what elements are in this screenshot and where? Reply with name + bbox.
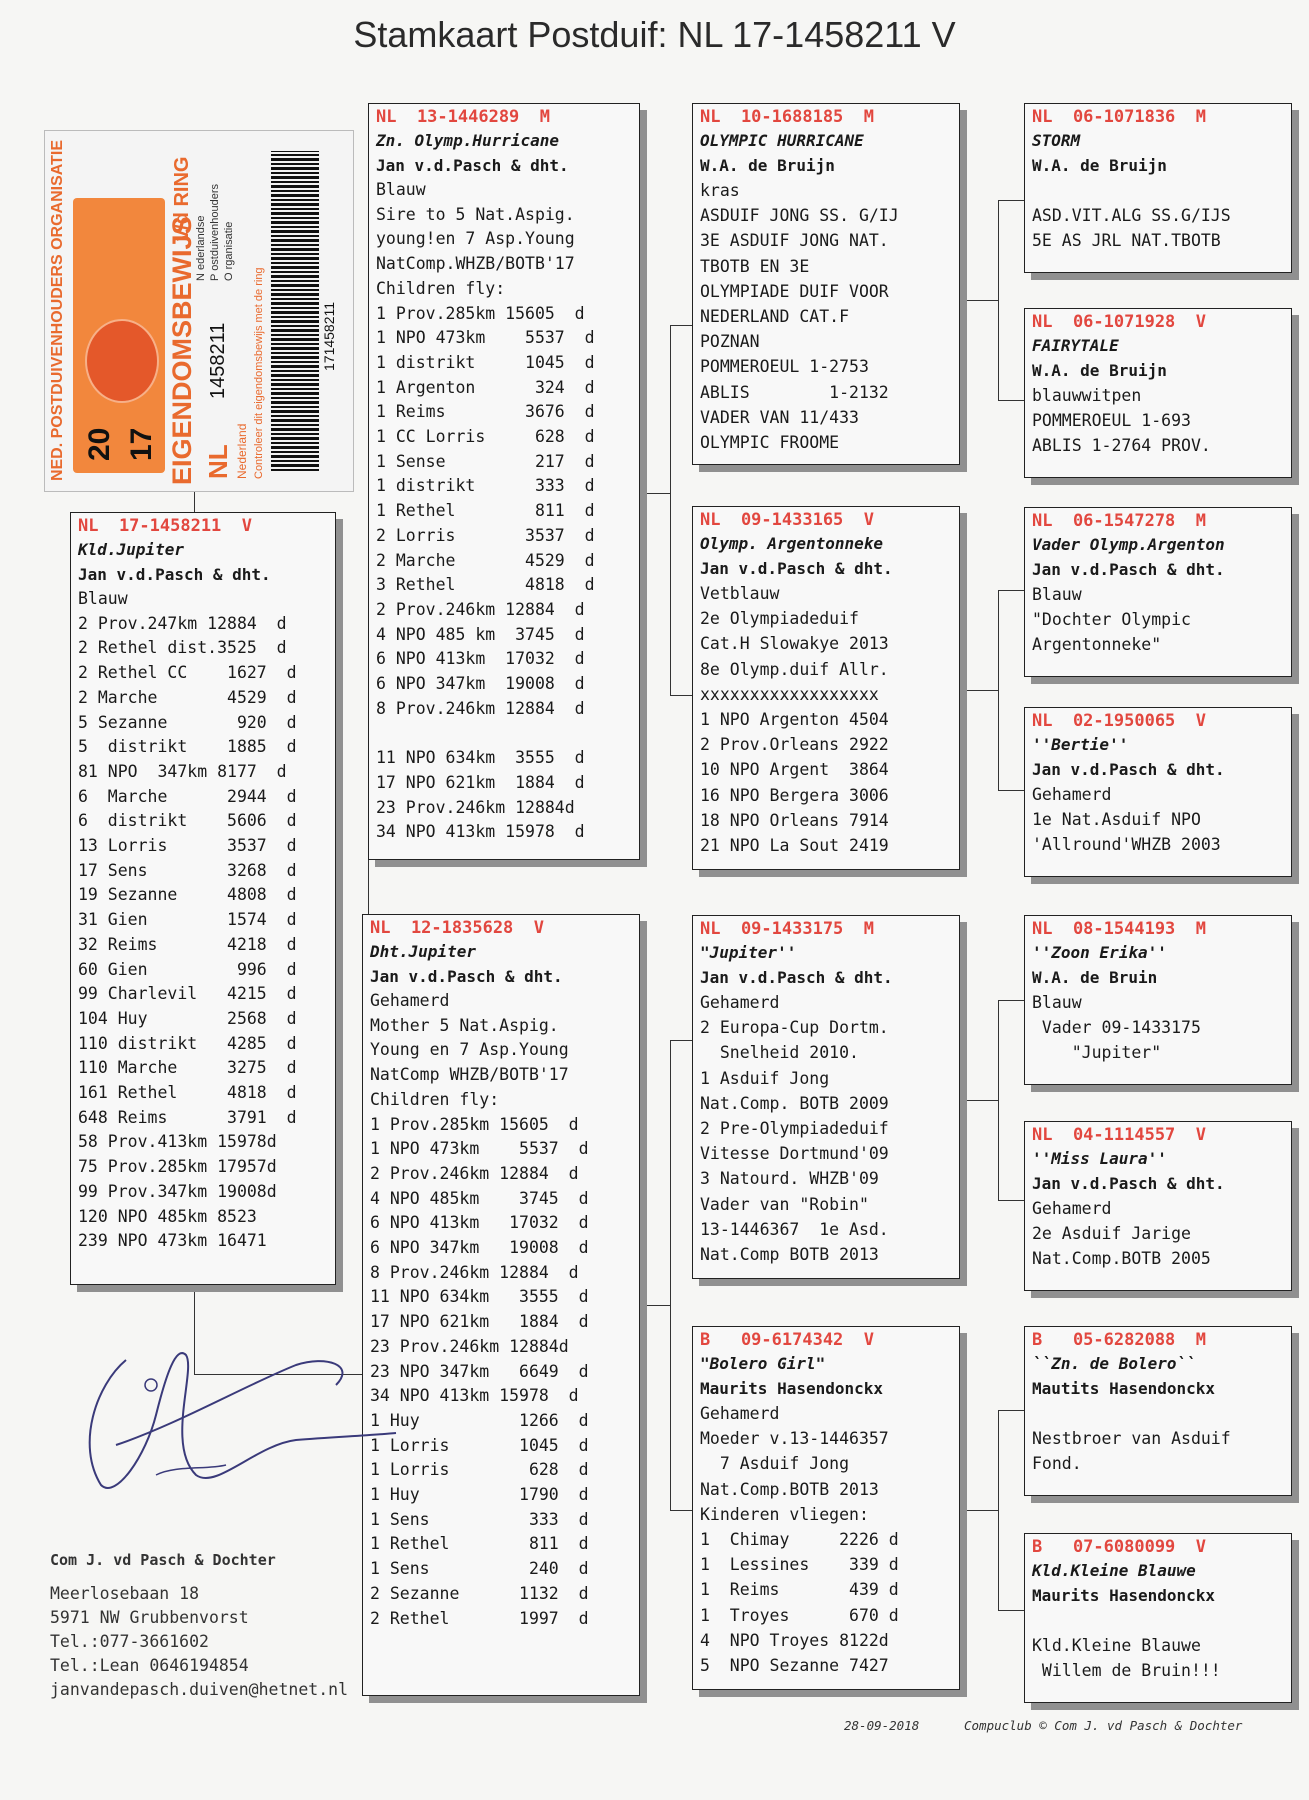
- detail-line: Children fly:: [376, 278, 506, 298]
- detail-line: TBOTB EN 3E: [700, 256, 810, 276]
- detail-line: Young en 7 Asp.Young: [370, 1040, 569, 1060]
- pigeon-name: OLYMPIC HURRICANE: [700, 131, 864, 150]
- detail-line: Kinderen vliegen:: [700, 1504, 869, 1524]
- connector: [670, 1510, 692, 1511]
- ring-nl-label: NL: [203, 444, 233, 479]
- detail-line: "Jupiter": [1032, 1043, 1162, 1063]
- breeder-name: Jan v.d.Pasch & dht.: [1032, 1174, 1225, 1193]
- blank-line: [1032, 1401, 1285, 1426]
- detail-line: Gehamerd: [1032, 785, 1112, 804]
- pigeon-card-mff: [1024, 915, 1292, 1085]
- pigeon-name: Vader Olymp.Argenton: [1032, 535, 1225, 554]
- detail-line: 19 Sezanne 4808 d: [78, 885, 297, 905]
- detail-line: 11 NPO 634km 3555 d: [370, 1287, 589, 1307]
- detail-line: 2 Lorris 3537 d: [376, 525, 595, 545]
- breeder-name: Jan v.d.Pasch & dht.: [700, 968, 893, 987]
- connector: [670, 325, 692, 326]
- footer-date: 28-09-2018: [844, 1718, 920, 1733]
- detail-line: 2 Marche 4529 d: [78, 687, 297, 707]
- detail-line: Fond.: [1032, 1453, 1082, 1473]
- detail-line: 10 NPO Argent 3864: [700, 760, 889, 780]
- detail-line: Gehamerd: [700, 1404, 780, 1423]
- detail-line: ABLIS 1-2132: [700, 382, 889, 402]
- detail-line: 34 NPO 413km 15978 d: [370, 1386, 579, 1406]
- connector: [960, 300, 998, 301]
- detail-line: 1 Sense 217 d: [376, 451, 595, 471]
- pigeon-card-mother: [362, 914, 640, 1696]
- detail-line: 34 NPO 413km 15978 d: [376, 822, 585, 842]
- detail-line: 6 distrikt 5606 d: [78, 811, 297, 831]
- detail-line: 1 distrikt 1045 d: [376, 352, 595, 372]
- pigeon-name: STORM: [1032, 131, 1081, 150]
- ring-barcode-text: 171458211: [321, 301, 337, 371]
- detail-line: 31 Gien 1574 d: [78, 910, 297, 930]
- detail-line: Nat.Comp.BOTB 2005: [1032, 1249, 1211, 1269]
- detail-line: 2 Europa-Cup Dortm.: [700, 1018, 889, 1038]
- detail-line: 1 Huy 1266 d: [370, 1410, 589, 1430]
- detail-line: "Dochter Olympic: [1032, 610, 1191, 630]
- breeder-name: Jan v.d.Pasch & dht.: [1032, 560, 1225, 579]
- detail-line: 11 NPO 634km 3555 d: [376, 748, 585, 768]
- pigeon-name: Zn. Olymp.Hurricane: [376, 131, 560, 150]
- ring-number-header: B 05-6282088 M: [1032, 1330, 1206, 1350]
- contact-name: Com J. vd Pasch & Dochter: [50, 1551, 276, 1569]
- detail-line: 99 Charlevil 4215 d: [78, 984, 297, 1004]
- pigeon-card-fmm: [1024, 707, 1292, 877]
- detail-line: 161 Rethel 4818 d: [78, 1083, 297, 1103]
- footer-credit: Compuclub © Com J. vd Pasch & Dochter: [964, 1718, 1243, 1733]
- detail-line: 8 Prov.246km 12884 d: [376, 698, 585, 718]
- detail-line: OLYMPIADE DUIF VOOR: [700, 281, 889, 301]
- detail-line: 1 Asduif Jong: [700, 1068, 830, 1088]
- blank-line: [1032, 178, 1285, 203]
- ring-controleer: Controleer dit eigendomsbewijs met de ring: [253, 267, 265, 479]
- detail-line: Nat.Comp.BOTB 2013: [700, 1479, 879, 1499]
- detail-line: Vader 09-1433175: [1032, 1018, 1201, 1038]
- signature: [56, 1325, 406, 1505]
- breeder-name: Mautits Hasendonckx: [1032, 1379, 1216, 1398]
- ring-number-header: NL 04-1114557 V: [1032, 1125, 1206, 1145]
- pigeon-name: Kld.Kleine Blauwe: [1032, 1561, 1196, 1580]
- detail-line: Nestbroer van Asduif: [1032, 1428, 1231, 1448]
- detail-line: Kld.Kleine Blauwe: [1032, 1635, 1201, 1655]
- breeder-name: W.A. de Bruijn: [1032, 156, 1167, 175]
- detail-line: ASDUIF JONG SS. G/IJ: [700, 206, 899, 226]
- detail-line: 17 Sens 3268 d: [78, 860, 297, 880]
- pigeon-card-fmf: [1024, 507, 1292, 677]
- connector: [640, 1305, 670, 1306]
- detail-line: 1 Chimay 2226 d: [700, 1530, 899, 1550]
- detail-line: 1 Reims 3676 d: [376, 402, 595, 422]
- detail-line: 2 Prov.246km 12884 d: [370, 1163, 579, 1183]
- detail-line: 110 Marche 3275 d: [78, 1058, 297, 1078]
- detail-line: POZNAN: [700, 332, 760, 352]
- detail-line: 18 NPO Orleans 7914: [700, 810, 889, 830]
- detail-line: 1 Lorris 1045 d: [370, 1435, 589, 1455]
- detail-line: 1 Rethel 811 d: [376, 501, 595, 521]
- detail-line: 1 NPO 473km 5537 d: [376, 328, 595, 348]
- detail-line: Blauw: [78, 589, 128, 608]
- detail-line: OLYMPIC FROOME: [700, 433, 840, 453]
- detail-line: 2e Olympiadeduif: [700, 609, 859, 629]
- detail-line: 3E ASDUIF JONG NAT.: [700, 231, 889, 251]
- ring-npo-n: N ederlandse: [195, 215, 207, 281]
- detail-line: 1 Troyes 670 d: [700, 1605, 899, 1625]
- ring-number: 1458211: [207, 322, 229, 399]
- detail-line: Moeder v.13-1446357: [700, 1429, 889, 1449]
- pigeon-card-mmm: [1024, 1533, 1292, 1703]
- detail-line: 1 NPO Argenton 4504: [700, 710, 889, 730]
- detail-line: young!en 7 Asp.Young: [376, 229, 575, 249]
- pigeon-card-mmf: [1024, 1326, 1292, 1496]
- pigeon-name: ''Zoon Erika'': [1032, 943, 1167, 962]
- breeder-name: Jan v.d.Pasch & dht.: [376, 156, 569, 175]
- ring-number-header: B 09-6174342 V: [700, 1330, 874, 1350]
- connector: [960, 690, 998, 691]
- detail-line: Nat.Comp. BOTB 2009: [700, 1093, 889, 1113]
- pigeon-name: Olymp. Argentonneke: [700, 534, 884, 553]
- connector: [998, 590, 999, 790]
- blank-line: [1032, 1608, 1285, 1633]
- connector: [998, 200, 999, 400]
- connector: [998, 590, 1024, 591]
- contact-block: [50, 1548, 348, 1702]
- detail-line: 60 Gien 996 d: [78, 959, 297, 979]
- connector: [998, 1610, 1024, 1611]
- detail-line: 17 NPO 621km 1884 d: [370, 1312, 589, 1332]
- detail-line: 6 Marche 2944 d: [78, 786, 297, 806]
- pigeon-card-mf: [692, 915, 960, 1279]
- detail-line: ABLIS 1-2764 PROV.: [1032, 436, 1211, 456]
- detail-line: 58 Prov.413km 15978d: [78, 1132, 277, 1152]
- detail-line: Blauw: [1032, 993, 1082, 1012]
- connector: [670, 695, 692, 696]
- contact-street: Meerlosebaan 18: [50, 1584, 200, 1603]
- detail-line: 23 Prov.246km 12884d: [376, 797, 575, 817]
- connector: [998, 1200, 1024, 1201]
- pigeon-card-ff: [692, 103, 960, 465]
- detail-line: 4 NPO 485km 3745 d: [370, 1188, 589, 1208]
- breeder-name: Maurits Hasendonckx: [700, 1379, 884, 1398]
- breeder-name: Maurits Hasendonckx: [1032, 1586, 1216, 1605]
- pigeon-card-fm: [692, 506, 960, 870]
- detail-line: 1e Nat.Asduif NPO: [1032, 810, 1201, 830]
- breeder-name: Jan v.d.Pasch & dht.: [1032, 760, 1225, 779]
- detail-line: 1 Lessines 339 d: [700, 1555, 899, 1575]
- breeder-name: W.A. de Bruijn: [700, 156, 835, 175]
- pigeon-name: "Bolero Girl": [700, 1354, 826, 1373]
- ring-lion-logo: [85, 319, 159, 403]
- ring-number-header: NL 09-1433175 M: [700, 919, 874, 939]
- detail-line: 13-1446367 1e Asd.: [700, 1219, 889, 1239]
- detail-line: 3 Rethel 4818 d: [376, 575, 595, 595]
- ring-nederland: Nederland: [235, 423, 249, 479]
- detail-line: 6 NPO 347km 19008 d: [376, 674, 585, 694]
- detail-line: 5E AS JRL NAT.TBOTB: [1032, 230, 1221, 250]
- connector: [640, 493, 670, 494]
- contact-city: 5971 NW Grubbenvorst: [50, 1608, 249, 1627]
- detail-line: 1 Prov.285km 15605 d: [376, 303, 585, 323]
- connector: [998, 1000, 999, 1200]
- ring-org-text: NED. POSTDUIVENHOUDERS ORGANISATIE: [49, 139, 66, 482]
- breeder-name: Jan v.d.Pasch & dht.: [700, 559, 893, 578]
- detail-line: Argentonneke": [1032, 635, 1162, 655]
- ring-npo-p: P ostduivenhouders: [209, 183, 221, 281]
- ring-npo-o: O rganisatie: [223, 221, 235, 281]
- detail-line: Blauw: [1032, 585, 1082, 604]
- detail-line: Willem de Bruin!!!: [1032, 1660, 1221, 1680]
- detail-line: VADER VAN 11/433: [700, 407, 859, 427]
- detail-line: 4 NPO Troyes 8122d: [700, 1630, 889, 1650]
- detail-line: 99 Prov.347km 19008d: [78, 1181, 277, 1201]
- detail-line: 2 Rethel dist.3525 d: [78, 638, 287, 658]
- detail-line: Nat.Comp BOTB 2013: [700, 1245, 879, 1265]
- detail-line: 1 Prov.285km 15605 d: [370, 1114, 579, 1134]
- connector: [998, 790, 1024, 791]
- detail-line: NatComp.WHZB/BOTB'17: [376, 254, 575, 274]
- detail-line: 6 NPO 413km 17032 d: [370, 1213, 589, 1233]
- connector: [998, 400, 1024, 401]
- ring-barcode: [271, 151, 319, 471]
- detail-line: 32 Reims 4218 d: [78, 934, 297, 954]
- ring-number-header: NL 08-1544193 M: [1032, 919, 1206, 939]
- pigeon-name: "Jupiter'': [700, 943, 797, 962]
- detail-line: Children fly:: [370, 1089, 500, 1109]
- ring-certificate: [44, 130, 354, 492]
- ring-number-header: NL 09-1433165 V: [700, 510, 874, 530]
- contact-tel1: Tel.:077-3661602: [50, 1632, 209, 1651]
- connector: [670, 1040, 692, 1041]
- detail-line: 6 NPO 347km 19008 d: [370, 1238, 589, 1258]
- pigeon-name: ''Bertie'': [1032, 735, 1129, 754]
- detail-line: 1 Argenton 324 d: [376, 377, 595, 397]
- detail-line: Sire to 5 Nat.Aspig.: [376, 204, 575, 224]
- detail-line: 75 Prov.285km 17957d: [78, 1157, 277, 1177]
- detail-line: NatComp WHZB/BOTB'17: [370, 1065, 569, 1085]
- ring-number-header: NL 17-1458211 V: [78, 516, 252, 536]
- connector: [998, 1410, 999, 1610]
- detail-line: 1 Sens 333 d: [370, 1509, 589, 1529]
- detail-line: Mother 5 Nat.Aspig.: [370, 1015, 559, 1035]
- detail-line: 2 Prov.246km 12884 d: [376, 599, 585, 619]
- detail-line: Snelheid 2010.: [700, 1043, 859, 1063]
- detail-line: 23 Prov.246km 12884d: [370, 1336, 569, 1356]
- connector: [670, 1040, 671, 1510]
- detail-line: 1 Lorris 628 d: [370, 1460, 589, 1480]
- detail-line: 6 NPO 413km 17032 d: [376, 649, 585, 669]
- detail-line: 1 CC Lorris 628 d: [376, 427, 595, 447]
- connector: [998, 1410, 1024, 1411]
- ring-number-header: B 07-6080099 V: [1032, 1537, 1206, 1557]
- detail-line: 23 NPO 347km 6649 d: [370, 1361, 589, 1381]
- ring-number-header: NL 10-1688185 M: [700, 107, 874, 127]
- detail-line: Gehamerd: [700, 993, 780, 1012]
- pigeon-card-fff: [1024, 103, 1292, 273]
- detail-line: Gehamerd: [1032, 1199, 1112, 1218]
- detail-line: Blauw: [376, 180, 426, 199]
- detail-line: 2 Sezanne 1132 d: [370, 1583, 589, 1603]
- pigeon-card-mfm: [1024, 1121, 1292, 1291]
- blank-line: [376, 721, 633, 746]
- connector: [960, 1100, 998, 1101]
- pigeon-name: Dht.Jupiter: [370, 942, 476, 961]
- detail-line: 81 NPO 347km 8177 d: [78, 761, 287, 781]
- detail-line: 8 Prov.246km 12884 d: [370, 1262, 579, 1282]
- detail-line: 110 distrikt 4285 d: [78, 1033, 297, 1053]
- pigeon-name: ''Miss Laura'': [1032, 1149, 1167, 1168]
- detail-line: xxxxxxxxxxxxxxxxxx: [700, 684, 879, 704]
- page-title: Stamkaart Postduif: NL 17-1458211 V: [353, 14, 956, 55]
- detail-line: 2 Rethel CC 1627 d: [78, 663, 297, 683]
- breeder-name: W.A. de Bruin: [1032, 968, 1158, 987]
- detail-line: Vitesse Dortmund'09: [700, 1144, 889, 1164]
- ring-year-b: 17: [125, 427, 158, 461]
- contact-email[interactable]: janvandepasch.duiven@hetnet.nl: [50, 1680, 349, 1699]
- detail-line: 21 NPO La Sout 2419: [700, 836, 889, 856]
- detail-line: 5 Sezanne 920 d: [78, 712, 297, 732]
- detail-line: 17 NPO 621km 1884 d: [376, 772, 585, 792]
- detail-line: 5 distrikt 1885 d: [78, 737, 297, 757]
- detail-line: 'Allround'WHZB 2003: [1032, 835, 1221, 855]
- detail-line: Vader van "Robin": [700, 1194, 869, 1214]
- pigeon-name: ``Zn. de Bolero``: [1032, 1354, 1196, 1373]
- detail-line: 5 NPO Sezanne 7427: [700, 1656, 889, 1676]
- pigeon-name: Kld.Jupiter: [78, 540, 184, 559]
- ring-vdring-text: v/d RING: [171, 156, 193, 241]
- ring-number-header: NL 06-1071928 V: [1032, 312, 1206, 332]
- detail-line: 2 Prov.247km 12884 d: [78, 613, 287, 633]
- detail-line: blauwwitpen: [1032, 386, 1142, 405]
- detail-line: 648 Reims 3791 d: [78, 1107, 297, 1127]
- detail-line: Vetblauw: [700, 584, 780, 603]
- detail-line: 2 Pre-Olympiadeduif: [700, 1119, 889, 1139]
- detail-line: Gehamerd: [370, 991, 450, 1010]
- detail-line: 2 Rethel 1997 d: [370, 1608, 589, 1628]
- pigeon-card-ffm: [1024, 308, 1292, 478]
- detail-line: 2e Asduif Jarige: [1032, 1224, 1191, 1244]
- connector: [998, 200, 1024, 201]
- ring-eig-text: EIGENDOMSBEWIJS: [167, 216, 197, 485]
- detail-line: 1 NPO 473km 5537 d: [370, 1139, 589, 1159]
- detail-line: POMMEROEUL 1-2753: [700, 357, 869, 377]
- detail-line: kras: [700, 181, 740, 200]
- pigeon-card-mm: [692, 1326, 960, 1690]
- detail-line: 120 NPO 485km 8523: [78, 1206, 257, 1226]
- connector: [998, 1000, 1024, 1001]
- contact-tel2: Tel.:Lean 0646194854: [50, 1656, 249, 1675]
- detail-line: 1 Rethel 811 d: [370, 1534, 589, 1554]
- pigeon-card-subject: [70, 512, 336, 1285]
- ring-number-header: NL 02-1950065 V: [1032, 711, 1206, 731]
- detail-line: ASD.VIT.ALG SS.G/IJS: [1032, 205, 1231, 225]
- detail-line: 104 Huy 2568 d: [78, 1008, 297, 1028]
- detail-line: 4 NPO 485 km 3745 d: [376, 624, 585, 644]
- connector: [670, 325, 671, 695]
- detail-line: 1 distrikt 333 d: [376, 476, 595, 496]
- detail-line: 2 Marche 4529 d: [376, 550, 595, 570]
- pigeon-card-father: [368, 103, 640, 860]
- ring-year-a: 20: [83, 427, 116, 461]
- detail-line: 13 Lorris 3537 d: [78, 836, 297, 856]
- detail-line: 7 Asduif Jong: [700, 1454, 850, 1474]
- detail-line: POMMEROEUL 1-693: [1032, 411, 1191, 431]
- detail-line: 3 Natourd. WHZB'09: [700, 1169, 879, 1189]
- detail-line: 2 Prov.Orleans 2922: [700, 735, 889, 755]
- detail-line: NEDERLAND CAT.F: [700, 307, 850, 327]
- ring-number-header: NL 13-1446289 M: [376, 107, 550, 127]
- pigeon-name: FAIRYTALE: [1032, 336, 1119, 355]
- breeder-name: Jan v.d.Pasch & dht.: [370, 967, 563, 986]
- connector: [960, 1510, 998, 1511]
- detail-line: 1 Sens 240 d: [370, 1559, 589, 1579]
- ring-number-header: NL 06-1071836 M: [1032, 107, 1206, 127]
- detail-line: 8e Olymp.duif Allr.: [700, 659, 889, 679]
- detail-line: Cat.H Slowakye 2013: [700, 634, 889, 654]
- detail-line: 1 Huy 1790 d: [370, 1485, 589, 1505]
- detail-line: 16 NPO Bergera 3006: [700, 785, 889, 805]
- breeder-name: Jan v.d.Pasch & dht.: [78, 565, 271, 584]
- breeder-name: W.A. de Bruijn: [1032, 361, 1167, 380]
- detail-line: 1 Reims 439 d: [700, 1580, 899, 1600]
- ring-number-header: NL 06-1547278 M: [1032, 511, 1206, 531]
- detail-line: 239 NPO 473km 16471: [78, 1231, 267, 1251]
- ring-number-header: NL 12-1835628 V: [370, 918, 544, 938]
